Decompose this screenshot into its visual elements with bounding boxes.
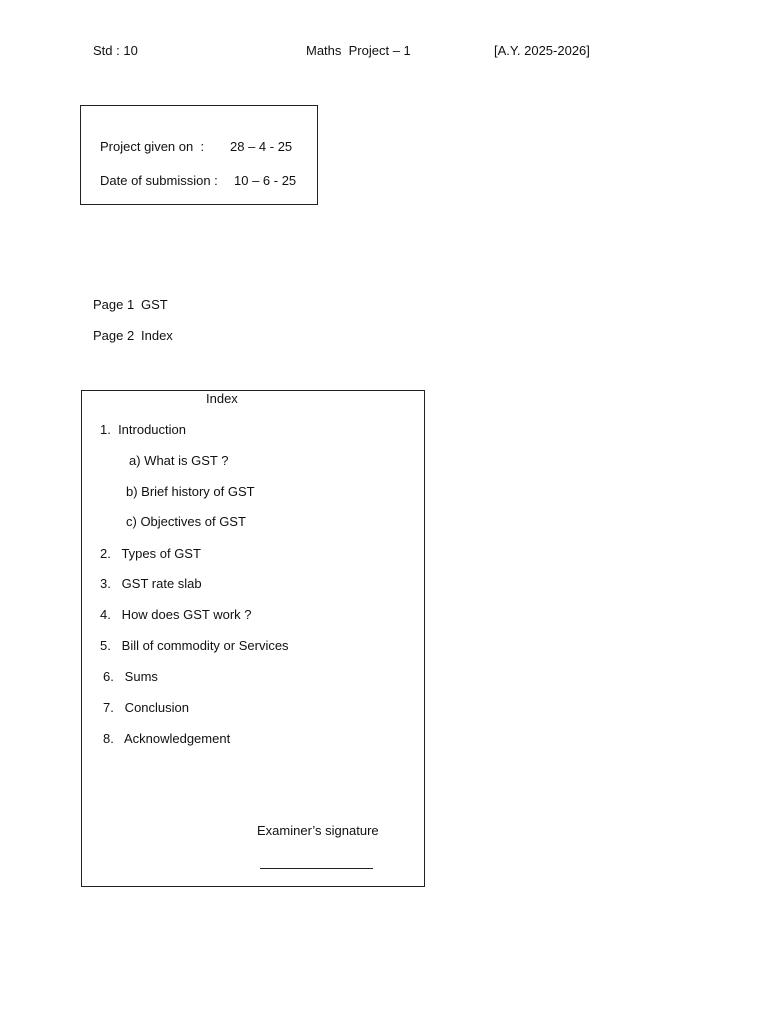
- given-on-value: 28 – 4 - 25: [230, 139, 293, 154]
- page-list-label: Page 2: [93, 328, 135, 343]
- index-item: 7. Conclusion: [103, 700, 189, 715]
- project-title: Maths Project – 1: [306, 43, 411, 58]
- index-item: c) Objectives of GST: [126, 514, 246, 529]
- index-item: 4. How does GST work ?: [100, 607, 252, 622]
- dates-box: [80, 105, 318, 205]
- index-item: b) Brief history of GST: [126, 484, 255, 499]
- index-title: Index: [206, 391, 238, 406]
- index-item: 6. Sums: [103, 669, 158, 684]
- academic-year: [A.Y. 2025-2026]: [494, 43, 590, 58]
- page-list-label: Page 1: [93, 297, 135, 312]
- index-item: 1. Introduction: [100, 422, 186, 437]
- page-list-value: GST: [141, 297, 168, 312]
- index-item: 5. Bill of commodity or Services: [100, 638, 289, 653]
- submission-value: 10 – 6 - 25: [234, 173, 297, 188]
- given-on-label: Project given on :: [100, 139, 205, 154]
- submission-label: Date of submission :: [100, 173, 218, 188]
- page-list-value: Index: [141, 328, 173, 343]
- std-label: Std : 10: [93, 43, 138, 58]
- index-item: 2. Types of GST: [100, 546, 201, 561]
- index-box: [81, 390, 425, 887]
- index-item: 3. GST rate slab: [100, 576, 202, 591]
- index-item: 8. Acknowledgement: [103, 731, 231, 746]
- signature-line: [260, 868, 373, 869]
- index-item: a) What is GST ?: [129, 453, 229, 468]
- examiner-signature-label: Examiner’s signature: [257, 823, 379, 838]
